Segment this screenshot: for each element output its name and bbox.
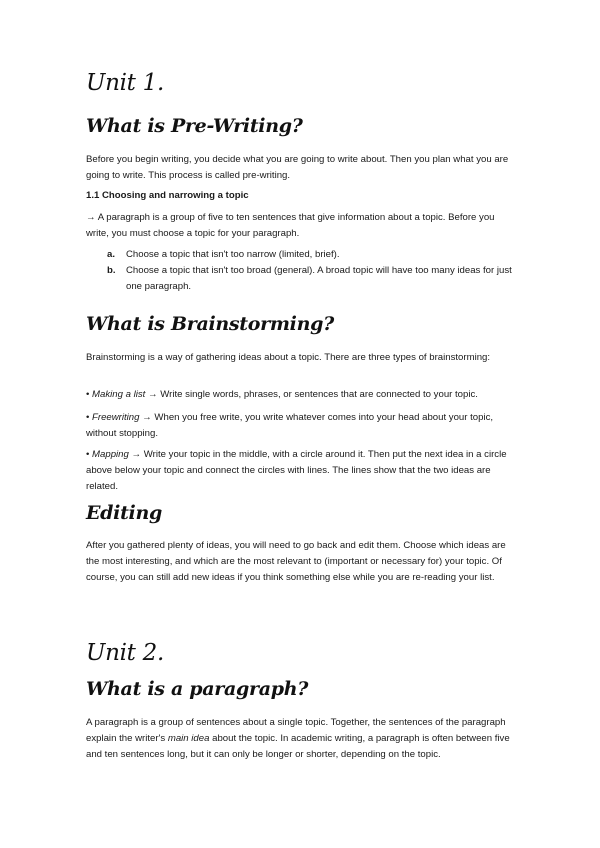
type-text: Write your topic in the middle, with a circle around it. Then put the next idea in a circle above below your topic and connect the circles with lines. The lines show that the two ideas are related. bbox=[86, 449, 507, 493]
list-item-text: Choose a topic that isn't too broad (general). A broad topic will have too many ideas for just one paragraph. bbox=[126, 265, 512, 292]
bullet: • bbox=[86, 412, 90, 423]
list-item-text: Choose a topic that isn't too narrow (limited, brief). bbox=[126, 249, 340, 260]
type-term: Making a list bbox=[92, 389, 146, 400]
paragraph-heading: What is a paragraph? bbox=[86, 678, 309, 700]
type-text: When you free write, you write whatever comes into your head about your topic, without stopping. bbox=[86, 412, 494, 440]
editing-heading: Editing bbox=[86, 502, 162, 524]
brainstorm-type-freewriting bbox=[86, 410, 518, 442]
paragraph-text-end: about the topic. In academic writing, a paragraph is often between five and ten sentences long, but it can only be longer or shorter, depending on the topic. bbox=[86, 733, 510, 761]
list-marker: b. bbox=[107, 265, 116, 276]
arrow: → bbox=[131, 449, 142, 460]
main-idea-term: main idea bbox=[167, 733, 210, 745]
type-term: Mapping bbox=[92, 449, 129, 460]
list-item-a bbox=[107, 247, 518, 263]
type-term: Freewriting bbox=[92, 412, 140, 423]
brainstorm-type-mapping bbox=[86, 447, 518, 496]
bullet: • bbox=[86, 449, 90, 460]
brainstorming-heading: What is Brainstorming? bbox=[86, 313, 334, 335]
arrow: → bbox=[148, 389, 158, 400]
prewriting-intro: Before you begin writing, you decide what you are going to write about. Then you plan what you are going to write. This process is called pre-writing. bbox=[86, 154, 509, 182]
paragraph-definition: → A paragraph is a group of five to ten sentences that give information about a topic. Before you write, you must choose a topic for your paragraph. bbox=[86, 212, 495, 240]
type-text: Write single words, phrases, or sentences that are connected to your topic. bbox=[160, 389, 478, 400]
prewriting-heading: What is Pre-Writing? bbox=[86, 115, 303, 137]
paragraph-text-start: A paragraph is a group of sentences about a single topic. Together, the sentences of the paragraph explain the writer's bbox=[86, 717, 506, 745]
unit2-title: Unit 2. bbox=[86, 640, 164, 666]
brainstorming-intro: Brainstorming is a way of gathering ideas about a topic. There are three types of brainstorming: bbox=[86, 352, 491, 363]
unit1-title: Unit 1. bbox=[86, 70, 164, 96]
brainstorm-type-list bbox=[86, 387, 518, 403]
editing-paragraph: After you gathered plenty of ideas, you will need to go back and edit them. Choose which ideas are the most interesting, and which are the most relevant to (important or necessary for) your topic. Of course, you can still add new ideas if you think something else while you are re-reading your list. bbox=[86, 540, 506, 584]
bullet: • bbox=[86, 389, 90, 400]
topic-subheading: 1.1 Choosing and narrowing a topic bbox=[86, 190, 249, 201]
list-item-b bbox=[107, 263, 518, 295]
arrow: → bbox=[142, 412, 152, 423]
paragraph-explanation bbox=[86, 715, 518, 764]
list-marker: a. bbox=[107, 249, 116, 260]
